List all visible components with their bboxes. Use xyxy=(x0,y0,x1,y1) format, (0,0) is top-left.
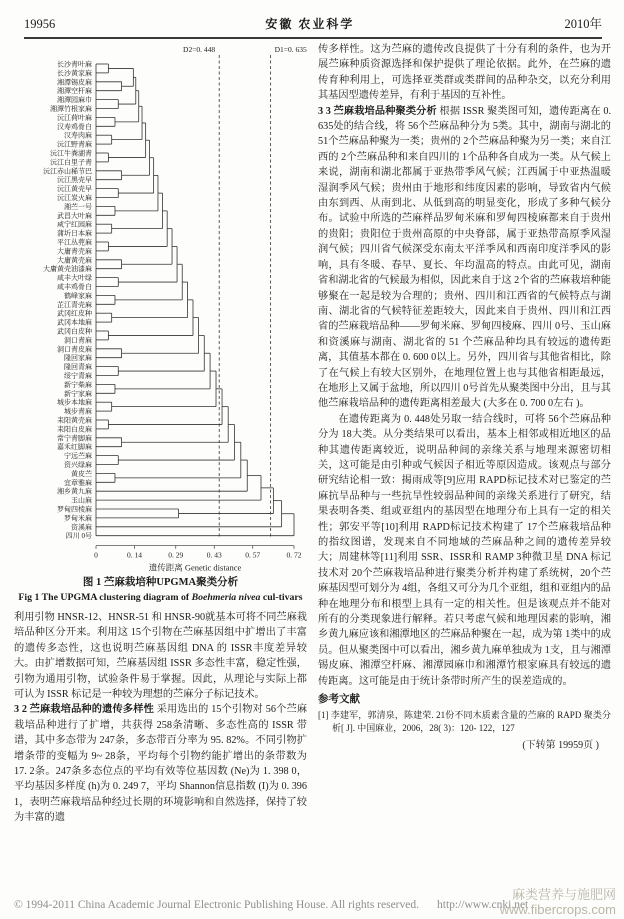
leaf-label: 宁远苎麻 xyxy=(64,452,92,461)
leaf-label: 新宁柴麻 xyxy=(64,380,92,389)
left-column xyxy=(14,42,307,826)
year-label: 2010年 xyxy=(564,17,602,31)
leaf-label: 常宁青脚麻 xyxy=(57,434,92,443)
leaf-label: 沅江荷叶麻 xyxy=(57,113,92,122)
references-heading: 参考文献 xyxy=(318,694,360,706)
site-watermark xyxy=(500,887,616,917)
leaf-label: 资溪麻 xyxy=(71,523,92,532)
copyright-footer xyxy=(14,899,528,911)
leaf-label: 沅江黑壳早 xyxy=(57,176,92,185)
leaf-label: 新宁家麻 xyxy=(64,389,92,398)
axis-title: 遗传距离 Genetic distance xyxy=(148,562,242,573)
leaf-label: 耒阳白皮麻 xyxy=(57,425,92,434)
leaf-label: 罗甸四棱麻 xyxy=(57,505,92,514)
leaf-label: 咸丰鸡骨白 xyxy=(57,283,92,291)
reference-item: [1] 李建军，郭清泉，陈建荣. 21份不同木质素含量的苎麻的 RAPD 聚类分析[ J]. 中国麻业，2006，28( 3)：120- 122，127 xyxy=(318,710,611,733)
leaf-label: 耒阳黄壳麻 xyxy=(57,416,92,425)
axis-tick-label: 0. 43 xyxy=(206,550,222,560)
publisher-url: http://www.cnki.net xyxy=(437,899,529,911)
leaf-label: 城步本地麻 xyxy=(57,398,92,407)
axis-tick-label: 0. 29 xyxy=(168,550,184,560)
page-number: 19956 xyxy=(24,17,56,31)
figure-caption-cn: 图 1 苎麻栽培种UPGMA聚类分析 xyxy=(82,577,239,588)
right-column xyxy=(318,42,611,826)
leaf-label: 长沙黄家麻 xyxy=(57,69,92,78)
leaf-label: 鹤峰家麻 xyxy=(64,291,92,300)
watermark-name: 麻类营养与施肥网 xyxy=(511,887,616,902)
leaf-label: 武冈本地麻 xyxy=(57,318,92,327)
axis-tick-label: 0. 14 xyxy=(127,550,142,560)
leaf-label: 大庸青壳麻 xyxy=(57,247,92,256)
leaf-label: 隆回青麻 xyxy=(64,363,92,372)
leaf-label: 汉寿鸡骨白 xyxy=(57,122,92,131)
paragraph-continuation: 传多样性。这为苎麻的遗传改良提供了十分有利的条件，也为开展苎麻种质资源选择和保护提供了理论依据。此外，在苎麻的遗传育种利用上，可选择亚类群或类群间的品种杂交，以充分利用其基因型遗传差异，有利于基因的互补性。 xyxy=(318,44,611,102)
leaf-label: 黄皮苎 xyxy=(71,469,92,478)
leaf-label: 湘潭竹根家麻 xyxy=(50,105,92,113)
annotation-d2: D2=0. 448 xyxy=(183,45,216,54)
leaf-label: 洞口青麻 xyxy=(64,336,92,345)
leaf-label: 芷江青壳麻 xyxy=(57,300,92,309)
leaf-label: 沅江炭火麻 xyxy=(57,194,92,202)
paragraph-continued: 利用引物 HNSR-12、HNSR-51 和 HNSR-90就基本可将不同苎麻栽培品种区分开来。利用这 15个引物在苎麻基因组中扩增出了丰富的遗传多态性，这也说明苎麻基因组 DNA 的 ISSR丰度差异较大。由扩增数据可知，苎麻基因组 ISSR 多态性丰富，稳定性强，引物为通用引物，试验条件易于掌握。因此，从理论与实际上都可认为 ISSR 标记是一种较为理想的苎麻分子标记技术。 xyxy=(14,612,307,701)
axis-tick-label: 0. 72 xyxy=(286,550,302,560)
caption-en-prefix: Fig 1 The UPGMA clustering diagram of xyxy=(18,592,192,603)
paragraph-cluster-discussion: 在遗传距离为 0. 448处另取一结合线时，可将 56个苎麻品种分为 18大类。从分类结果可以看出，基本上相邻或相近地区的品种其遗传距离较近，说明品种间的亲缘关系与地理来源密切相关，这可能是由引种或气候因子相近等原因造成。该观点与部分研究结论相一致：揭雨成等[9]应用 RAPD标记技术对已鉴定的苎麻抗旱品种与一些抗旱性较弱品种间的亲缘关系进行了研究，结果表明各类、组或亚组内的基因型在地理分布上具有一定的相关性；郭安平等[10]利用 RAPD标记技术构建了 17个苎麻栽培品种的指纹图谱，发现来自不同地域的苎麻品种之间的遗传差异较大；周建林等[11]利用 SSR、ISSR和 RAMP 3种微卫星 DNA 标记技术对 20个苎麻栽培品种进行聚类分析并构建了系统树，20个苎麻基因型可划分为 4组，各组又可分为几个亚组，组和亚组内的品种在地理分布和根型上具有一定的相关性。但是该观点并不能对所有的分类现象进行解释。若只考虑气候和地理因素的影响，湘乡黄九麻应该和湘潭地区的苎麻品种聚在一起，成为第 1类中的成员。但从聚类图中可以看出，湘乡黄九麻单独成为 1支，且与湘潭锡皮麻、湘潭空杆麻、湘潭园麻巾和湘潭竹根家麻具有较远的遗传距离。这可能是由于统计条带时所产生的误差造成的。 xyxy=(318,413,611,687)
caption-en-species: Boehmeria nivea xyxy=(191,592,261,603)
leaf-label: 沅江黄壳早 xyxy=(57,185,92,194)
journal-title: 安徽 农业科学 xyxy=(265,17,355,31)
leaf-label: 沅江赤山稀节巴 xyxy=(43,167,92,176)
leaf-label: 罗甸米麻 xyxy=(64,514,92,523)
leaf-label: 绥宁青麻 xyxy=(64,372,92,380)
leaf-label: 洞口青皮麻 xyxy=(57,345,92,354)
two-column-body xyxy=(14,42,611,826)
section-3-2-text: 采用选出的 15个引物对 56个苎麻栽培品种进行了扩增，共获得 258条清晰、多态性高的 ISSR 带谱，其中多态带为 247条，多态带百分率为 95. 82%。不同引物扩增条带的变幅为 9~ 28条，平均每个引物约能扩增出的条带数为 17. 2条。247条多态位点的平均有效等位基因数 (Ne)为 1. 398 0，平均基因多样度 (h)为 0. 249 7，平均 Shannon信息指数 (I)为 0. 396 1，表明苎麻栽培品种经过长期的环境影响和自然选择，保持了较为丰富的遗 xyxy=(14,704,308,824)
leaf-label: 宜章雅麻 xyxy=(64,478,92,487)
leaf-label: 咸丰大叶绿 xyxy=(57,274,92,283)
leaf-label: 武冈白皮种 xyxy=(57,327,92,336)
leaf-label: 咸宁红园麻 xyxy=(57,220,92,229)
leaf-label: 隆回家麻 xyxy=(64,354,92,363)
leaf-label: 大庸黄壳油漆麻 xyxy=(43,265,92,274)
leaf-label: 玉山麻 xyxy=(71,496,92,505)
section-3-3 xyxy=(318,104,611,412)
leaf-label: 汉寿肉麻 xyxy=(64,131,92,140)
copyright-text: © 1994-2011 China Academic Journal Electronic Publishing House. All rights reserved. xyxy=(14,899,419,911)
continued-on-page-note: (下转第 19959页 ) xyxy=(522,740,599,752)
leaf-label: 长沙青叶麻 xyxy=(57,60,92,69)
axis-tick-label: 0 xyxy=(94,550,98,560)
leaf-label: 平江丛蔸麻 xyxy=(57,238,92,247)
leaf-label: 嘉禾红脚麻 xyxy=(57,443,92,452)
upgma-dendrogram xyxy=(14,42,307,574)
section-3-2 xyxy=(14,702,307,825)
figure-caption-en xyxy=(14,591,307,604)
leaf-label: 沅江野青麻 xyxy=(57,140,92,149)
leaf-label: 资兴绿麻 xyxy=(64,461,92,469)
section-3-2-heading: 3 2 苎麻栽培品种的遗传多样性 xyxy=(14,704,154,716)
page-header xyxy=(24,10,602,39)
leaf-label: 湘潭园麻巾 xyxy=(57,96,92,105)
leaf-label: 湘苎一号 xyxy=(64,202,92,211)
figure-1 xyxy=(14,42,307,604)
leaf-label: 湘潭锡皮麻 xyxy=(57,78,92,87)
section-3-3-text: 根据 ISSR 聚类图可知，遗传距离在 0. 635处的结合线，将 56个苎麻品种分为 5类。其中，湖南与湖北的 51个苎麻品种聚为一类；贵州的 2个苎麻品种聚为另一类；来自江西的 2个苎麻品种和来自四川的 1个品种各自成为一类。从气候上来说，湖南和湖北都属于亚热带季风气候；江西属于中亚热温暖湿润季风气候；贵州由于地形和纬度因素的影响，导致省内气候由东到西、从南到北、从低到高的明显变化，形成了多种气候分布。试验中所选的苎麻样品罗甸米麻和罗甸四棱麻都来自于贵州的贵阳；贵阳位于贵州高原的中央脊部，属于亚热带高原季风湿润气候；四川省气候深受东南太平洋季风和西南印度洋季风的影响，具有冬暖、春早、夏长、年均温高的特点。由此可见，湖南省和湖北省的气候最为相似，因此来自于这 2个省的苎麻栽培种能够聚在一起是较为合理的；贵州、四川和江西省的气候特点与湖南、湖北省的气候特征差距较大，因此来自于贵州、四川和江西省的苎麻栽培品种——罗甸米麻、罗甸四棱麻、四川 0号、玉山麻和资溪麻与湖南、湖北省的 51 个苎麻品种均具有较远的遗传距离，其值基本都在 0. 600 0以上。另外，四川省与其他省相比，除了在气候上有较大区别外，在地理位置上也与其他省相距最远，在地形上又属于盆地，所以四川 0号首先从聚类图中分出，且与其他苎麻栽培品种的遗传距离相差最大 (大多在 0. 700 0左右 )。 xyxy=(318,105,611,410)
leaf-label: 大庸黄壳麻 xyxy=(57,256,92,265)
leaf-label: 沅江牛粪湖青 xyxy=(50,149,92,158)
section-3-3-heading: 3 3 苎麻栽培品种聚类分析 xyxy=(318,105,437,117)
leaf-label: 四川 0号 xyxy=(65,532,92,541)
axis-tick-label: 0. 57 xyxy=(245,550,261,560)
leaf-label: 湘乡黄九麻 xyxy=(57,487,92,496)
leaf-label: 武昌大叶麻 xyxy=(57,211,92,220)
leaf-label: 湘潭空杆麻 xyxy=(57,87,92,96)
caption-en-suffix: cul-tivars xyxy=(260,592,303,603)
annotation-d1: D1=0. 635 xyxy=(274,45,307,54)
leaf-label: 沅江白里子青 xyxy=(50,158,92,167)
leaf-label: 武冈红皮种 xyxy=(57,309,92,318)
leaf-label: 蒲圻日本麻 xyxy=(57,229,92,238)
watermark-url: www.fibercrops.com xyxy=(499,902,616,917)
leaf-label: 城步青麻 xyxy=(64,407,92,416)
